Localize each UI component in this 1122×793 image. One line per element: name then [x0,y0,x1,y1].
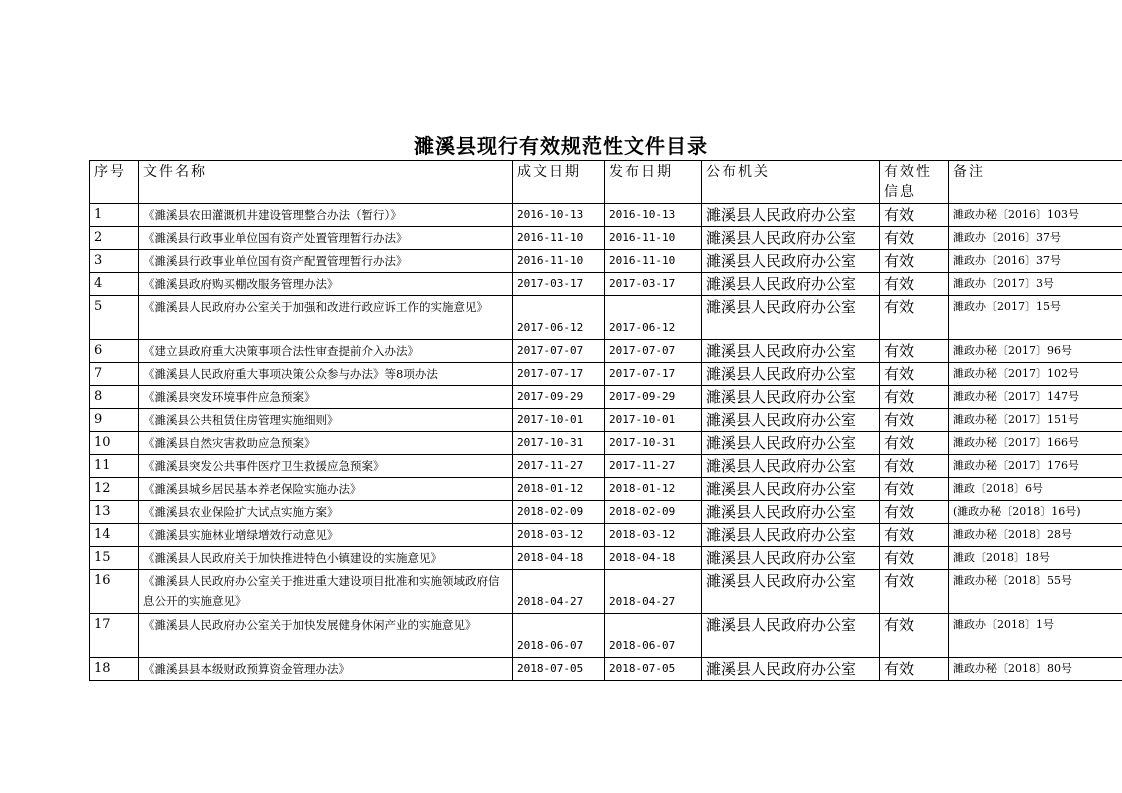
table-row [90,478,1122,501]
cell-made-date: 2016-11-10 [513,250,605,273]
cell-no: 13 [90,501,139,524]
cell-no: 16 [90,570,139,614]
cell-note: 濉政办〔2017〕15号 [949,296,1122,340]
table-row [90,524,1122,547]
cell-publish-date: 2017-09-29 [605,386,702,409]
cell-made-date: 2017-03-17 [513,273,605,296]
cell-validity: 有效 [880,570,949,614]
header-made-date: 成文日期 [513,161,605,204]
cell-no: 5 [90,296,139,340]
cell-validity: 有效 [880,296,949,340]
cell-validity: 有效 [880,386,949,409]
cell-note: (濉政办秘〔2018〕16号) [949,501,1122,524]
table-row [90,363,1122,386]
cell-no: 1 [90,204,139,227]
cell-no: 6 [90,340,139,363]
cell-validity: 有效 [880,501,949,524]
table-row [90,409,1122,432]
cell-file-name: 《濉溪县公共租赁住房管理实施细则》 [139,409,513,432]
cell-validity: 有效 [880,455,949,478]
cell-made-date: 2017-07-17 [513,363,605,386]
table-row [90,250,1122,273]
cell-validity: 有效 [880,478,949,501]
cell-note: 濉政办〔2018〕1号 [949,614,1122,658]
cell-publish-date: 2017-07-17 [605,363,702,386]
document-title: 濉溪县现行有效规范性文件目录 [414,134,708,158]
cell-publish-date: 2017-10-01 [605,409,702,432]
document-table [89,160,1122,681]
cell-note: 濉政办〔2016〕37号 [949,250,1122,273]
cell-validity: 有效 [880,340,949,363]
cell-publish-date: 2018-03-12 [605,524,702,547]
cell-no: 10 [90,432,139,455]
table-row [90,432,1122,455]
cell-file-name: 《濉溪县农田灌溉机井建设管理整合办法（暂行）》 [139,204,513,227]
cell-note: 濉政办秘〔2018〕80号 [949,658,1122,681]
cell-issuer: 濉溪县人民政府办公室 [702,524,880,547]
table-row [90,547,1122,570]
cell-file-name: 《建立县政府重大决策事项合法性审查提前介入办法》 [139,340,513,363]
cell-made-date: 2017-10-31 [513,432,605,455]
cell-note: 濉政办秘〔2017〕151号 [949,409,1122,432]
cell-note: 濉政〔2018〕18号 [949,547,1122,570]
cell-validity: 有效 [880,409,949,432]
cell-issuer: 濉溪县人民政府办公室 [702,273,880,296]
cell-issuer: 濉溪县人民政府办公室 [702,363,880,386]
cell-file-name: 《濉溪县城乡居民基本养老保险实施办法》 [139,478,513,501]
cell-file-name: 《濉溪县突发公共事件医疗卫生救援应急预案》 [139,455,513,478]
cell-publish-date: 2018-04-27 [605,570,702,614]
cell-publish-date: 2018-07-05 [605,658,702,681]
header-issuer: 公布机关 [702,161,880,204]
cell-validity: 有效 [880,432,949,455]
table-row [90,386,1122,409]
cell-note: 濉政办〔2017〕3号 [949,273,1122,296]
cell-note: 濉政办〔2016〕37号 [949,227,1122,250]
cell-made-date: 2017-10-01 [513,409,605,432]
cell-file-name: 《濉溪县突发环境事件应急预案》 [139,386,513,409]
cell-file-name: 《濉溪县县本级财政预算资金管理办法》 [139,658,513,681]
cell-no: 15 [90,547,139,570]
cell-issuer: 濉溪县人民政府办公室 [702,296,880,340]
table-header-row [90,161,1122,204]
cell-publish-date: 2018-06-07 [605,614,702,658]
cell-issuer: 濉溪县人民政府办公室 [702,386,880,409]
cell-made-date: 2017-07-07 [513,340,605,363]
cell-note: 濉政办秘〔2017〕96号 [949,340,1122,363]
cell-note: 濉政〔2018〕6号 [949,478,1122,501]
cell-no: 11 [90,455,139,478]
cell-file-name: 《濉溪县人民政府办公室关于加快发展健身休闲产业的实施意见》 [139,614,513,658]
cell-made-date: 2017-11-27 [513,455,605,478]
cell-issuer: 濉溪县人民政府办公室 [702,547,880,570]
cell-no: 8 [90,386,139,409]
table-row [90,501,1122,524]
cell-file-name: 《濉溪县实施林业增绿增效行动意见》 [139,524,513,547]
cell-issuer: 濉溪县人民政府办公室 [702,409,880,432]
cell-file-name: 《濉溪县人民政府办公室关于推进重大建设项目批准和实施领域政府信息公开的实施意见》 [139,570,513,614]
cell-issuer: 濉溪县人民政府办公室 [702,658,880,681]
cell-no: 3 [90,250,139,273]
cell-issuer: 濉溪县人民政府办公室 [702,432,880,455]
cell-validity: 有效 [880,273,949,296]
cell-file-name: 《濉溪县自然灾害救助应急预案》 [139,432,513,455]
table-body [90,204,1122,681]
cell-made-date: 2016-11-10 [513,227,605,250]
cell-issuer: 濉溪县人民政府办公室 [702,455,880,478]
cell-note: 濉政办秘〔2017〕147号 [949,386,1122,409]
table-row [90,204,1122,227]
table-row [90,273,1122,296]
cell-validity: 有效 [880,614,949,658]
cell-publish-date: 2017-07-07 [605,340,702,363]
cell-file-name: 《濉溪县行政事业单位国有资产配置管理暂行办法》 [139,250,513,273]
cell-issuer: 濉溪县人民政府办公室 [702,204,880,227]
table-row [90,227,1122,250]
cell-issuer: 濉溪县人民政府办公室 [702,570,880,614]
cell-validity: 有效 [880,227,949,250]
cell-file-name: 《濉溪县农业保险扩大试点实施方案》 [139,501,513,524]
cell-note: 濉政办秘〔2017〕102号 [949,363,1122,386]
table-row [90,455,1122,478]
cell-file-name: 《濉溪县人民政府重大事项决策公众参与办法》等8项办法 [139,363,513,386]
table-row [90,296,1122,340]
cell-publish-date: 2016-11-10 [605,227,702,250]
cell-issuer: 濉溪县人民政府办公室 [702,250,880,273]
cell-validity: 有效 [880,547,949,570]
cell-made-date: 2018-02-09 [513,501,605,524]
cell-made-date: 2018-03-12 [513,524,605,547]
cell-publish-date: 2017-06-12 [605,296,702,340]
table-row [90,614,1122,658]
cell-made-date: 2018-04-27 [513,570,605,614]
cell-publish-date: 2017-03-17 [605,273,702,296]
cell-publish-date: 2018-01-12 [605,478,702,501]
header-name: 文件名称 [139,161,513,204]
cell-file-name: 《濉溪县人民政府关于加快推进特色小镇建设的实施意见》 [139,547,513,570]
cell-made-date: 2017-06-12 [513,296,605,340]
cell-file-name: 《濉溪县行政事业单位国有资产处置管理暂行办法》 [139,227,513,250]
cell-issuer: 濉溪县人民政府办公室 [702,501,880,524]
header-no: 序号 [90,161,139,204]
table-row [90,340,1122,363]
cell-no: 14 [90,524,139,547]
cell-publish-date: 2017-11-27 [605,455,702,478]
cell-validity: 有效 [880,524,949,547]
cell-made-date: 2018-04-18 [513,547,605,570]
cell-made-date: 2018-07-05 [513,658,605,681]
cell-note: 濉政办秘〔2018〕28号 [949,524,1122,547]
cell-no: 12 [90,478,139,501]
cell-publish-date: 2018-02-09 [605,501,702,524]
cell-issuer: 濉溪县人民政府办公室 [702,614,880,658]
cell-no: 9 [90,409,139,432]
cell-made-date: 2017-09-29 [513,386,605,409]
cell-no: 4 [90,273,139,296]
header-note: 备注 [949,161,1122,204]
cell-no: 7 [90,363,139,386]
table-row [90,570,1122,614]
cell-note: 濉政办秘〔2017〕166号 [949,432,1122,455]
cell-no: 2 [90,227,139,250]
cell-file-name: 《濉溪县政府购买棚改服务管理办法》 [139,273,513,296]
cell-made-date: 2018-06-07 [513,614,605,658]
cell-issuer: 濉溪县人民政府办公室 [702,227,880,250]
cell-publish-date: 2017-10-31 [605,432,702,455]
cell-file-name: 《濉溪县人民政府办公室关于加强和改进行政应诉工作的实施意见》 [139,296,513,340]
cell-validity: 有效 [880,658,949,681]
cell-note: 濉政办秘〔2018〕55号 [949,570,1122,614]
cell-publish-date: 2016-11-10 [605,250,702,273]
cell-made-date: 2016-10-13 [513,204,605,227]
cell-note: 濉政办秘〔2016〕103号 [949,204,1122,227]
cell-issuer: 濉溪县人民政府办公室 [702,478,880,501]
cell-publish-date: 2016-10-13 [605,204,702,227]
cell-made-date: 2018-01-12 [513,478,605,501]
cell-issuer: 濉溪县人民政府办公室 [702,340,880,363]
cell-validity: 有效 [880,363,949,386]
cell-publish-date: 2018-04-18 [605,547,702,570]
cell-note: 濉政办秘〔2017〕176号 [949,455,1122,478]
cell-validity: 有效 [880,250,949,273]
table-row [90,658,1122,681]
header-publish-date: 发布日期 [605,161,702,204]
cell-no: 17 [90,614,139,658]
header-validity: 有效性信息 [880,161,949,204]
cell-validity: 有效 [880,204,949,227]
cell-no: 18 [90,658,139,681]
